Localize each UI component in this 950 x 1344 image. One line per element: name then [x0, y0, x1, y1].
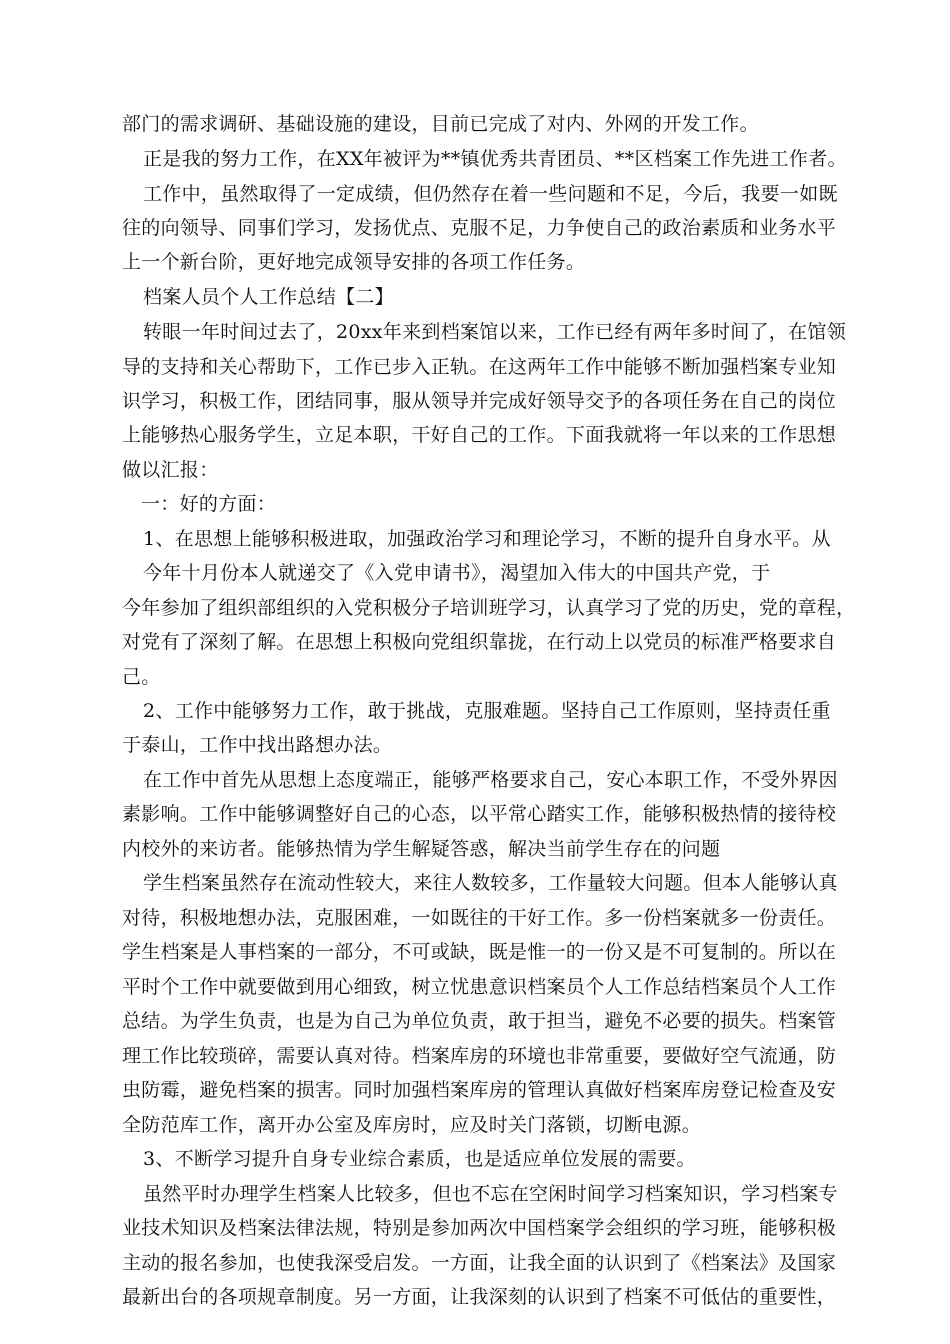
text-line: 全防范库工作，离开办公室及库房时，应及时关门落锁，切断电源。 — [122, 1114, 702, 1136]
text-line: 虫防霉，避免档案的损害。同时加强档案库房的管理认真做好档案库房登记检查及安 — [122, 1079, 837, 1101]
text-line: 最新出台的各项规章制度。另一方面，让我深刻的认识到了档案不可低估的重要性， — [122, 1286, 837, 1308]
text-line: 做以汇报： — [122, 459, 219, 481]
text-line: 上能够热心服务学生，立足本职，干好自己的工作。下面我就将一年以来的工作思想 — [122, 424, 837, 446]
text-line: 识学习，积极工作，团结同事，服从领导并完成好领导交予的各项任务在自己的岗位 — [122, 390, 837, 412]
text-line: 己。 — [122, 666, 161, 688]
text-line: 转眼一年时间过去了，20xx年来到档案馆以来，工作已经有两年多时间了，在馆领 — [143, 321, 847, 343]
text-line: 上一个新台阶，更好地完成领导安排的各项工作任务。 — [122, 251, 586, 273]
text-line: 今年参加了组织部组织的入党积极分子培训班学习，认真学习了党的历史，党的章程， — [122, 597, 856, 619]
subsection-heading: 一：好的方面： — [141, 493, 277, 515]
text-line: 于泰山，工作中找出路想办法。 — [122, 734, 393, 756]
text-line: 部门的需求调研、基础设施的建设，目前已完成了对内、外网的开发工作。 — [122, 113, 759, 135]
text-line: 1、在思想上能够积极进取，加强政治学习和理论学习，不断的提升自身水平。从 — [143, 528, 831, 550]
text-line: 主动的报名参加，也使我深受启发。一方面，让我全面的认识到了《档案法》及国家 — [122, 1252, 837, 1274]
text-line: 理工作比较琐碎，需要认真对待。档案库房的环境也非常重要，要做好空气流通，防 — [122, 1045, 837, 1067]
text-line: 3、不断学习提升自身专业综合素质，也是适应单位发展的需要。 — [143, 1148, 696, 1170]
text-line: 虽然平时办理学生档案人比较多，但也不忘在空闲时间学习档案知识，学习档案专 — [143, 1183, 838, 1205]
text-line: 业技术知识及档案法律法规，特别是参加两次中国档案学会组织的学习班，能够积极 — [122, 1217, 837, 1239]
text-line: 导的支持和关心帮助下，工作已步入正轨。在这两年工作中能够不断加强档案专业知 — [122, 356, 837, 378]
text-line: 总结。为学生负责，也是为自己为单位负责，敢于担当，避免不必要的损失。档案管 — [122, 1010, 837, 1032]
text-line: 内校外的来访者。能够热情为学生解疑答惑，解决当前学生存在的问题 — [122, 838, 721, 860]
text-line: 正是我的努力工作，在XX年被评为**镇优秀共青团员、**区档案工作先进工作者。 — [143, 148, 847, 170]
text-line: 对待，积极地想办法，克服困难，一如既往的干好工作。多一份档案就多一份责任。 — [122, 907, 837, 929]
text-line: 学生档案虽然存在流动性较大，来往人数较多，工作量较大问题。但本人能够认真 — [143, 872, 838, 894]
text-line: 素影响。工作中能够调整好自己的心态，以平常心踏实工作，能够积极热情的接待校 — [122, 803, 837, 825]
text-line: 今年十月份本人就递交了《入党申请书》，渴望加入伟大的中国共产党，于 — [143, 562, 771, 584]
text-line: 工作中，虽然取得了一定成绩，但仍然存在着一些问题和不足，今后，我要一如既 — [143, 183, 838, 205]
text-line: 学生档案是人事档案的一部分，不可或缺，既是惟一的一份又是不可复制的。所以在 — [122, 941, 837, 963]
text-line: 在工作中首先从思想上态度端正，能够严格要求自己，安心本职工作，不受外界因 — [143, 769, 838, 791]
section-heading: 档案人员个人工作总结【二】 — [143, 286, 394, 308]
text-line: 平时个工作中就要做到用心细致，树立忧患意识档案员个人工作总结档案员个人工作 — [122, 976, 837, 998]
text-line: 对党有了深刻了解。在思想上积极向党组织靠拢，在行动上以党员的标准严格要求自 — [122, 631, 837, 653]
text-line: 2、工作中能够努力工作，敢于挑战，克服难题。坚持自己工作原则，坚持责任重 — [143, 700, 831, 722]
text-line: 往的向领导、同事们学习，发扬优点、克服不足，力争使自己的政治素质和业务水平 — [122, 217, 837, 239]
